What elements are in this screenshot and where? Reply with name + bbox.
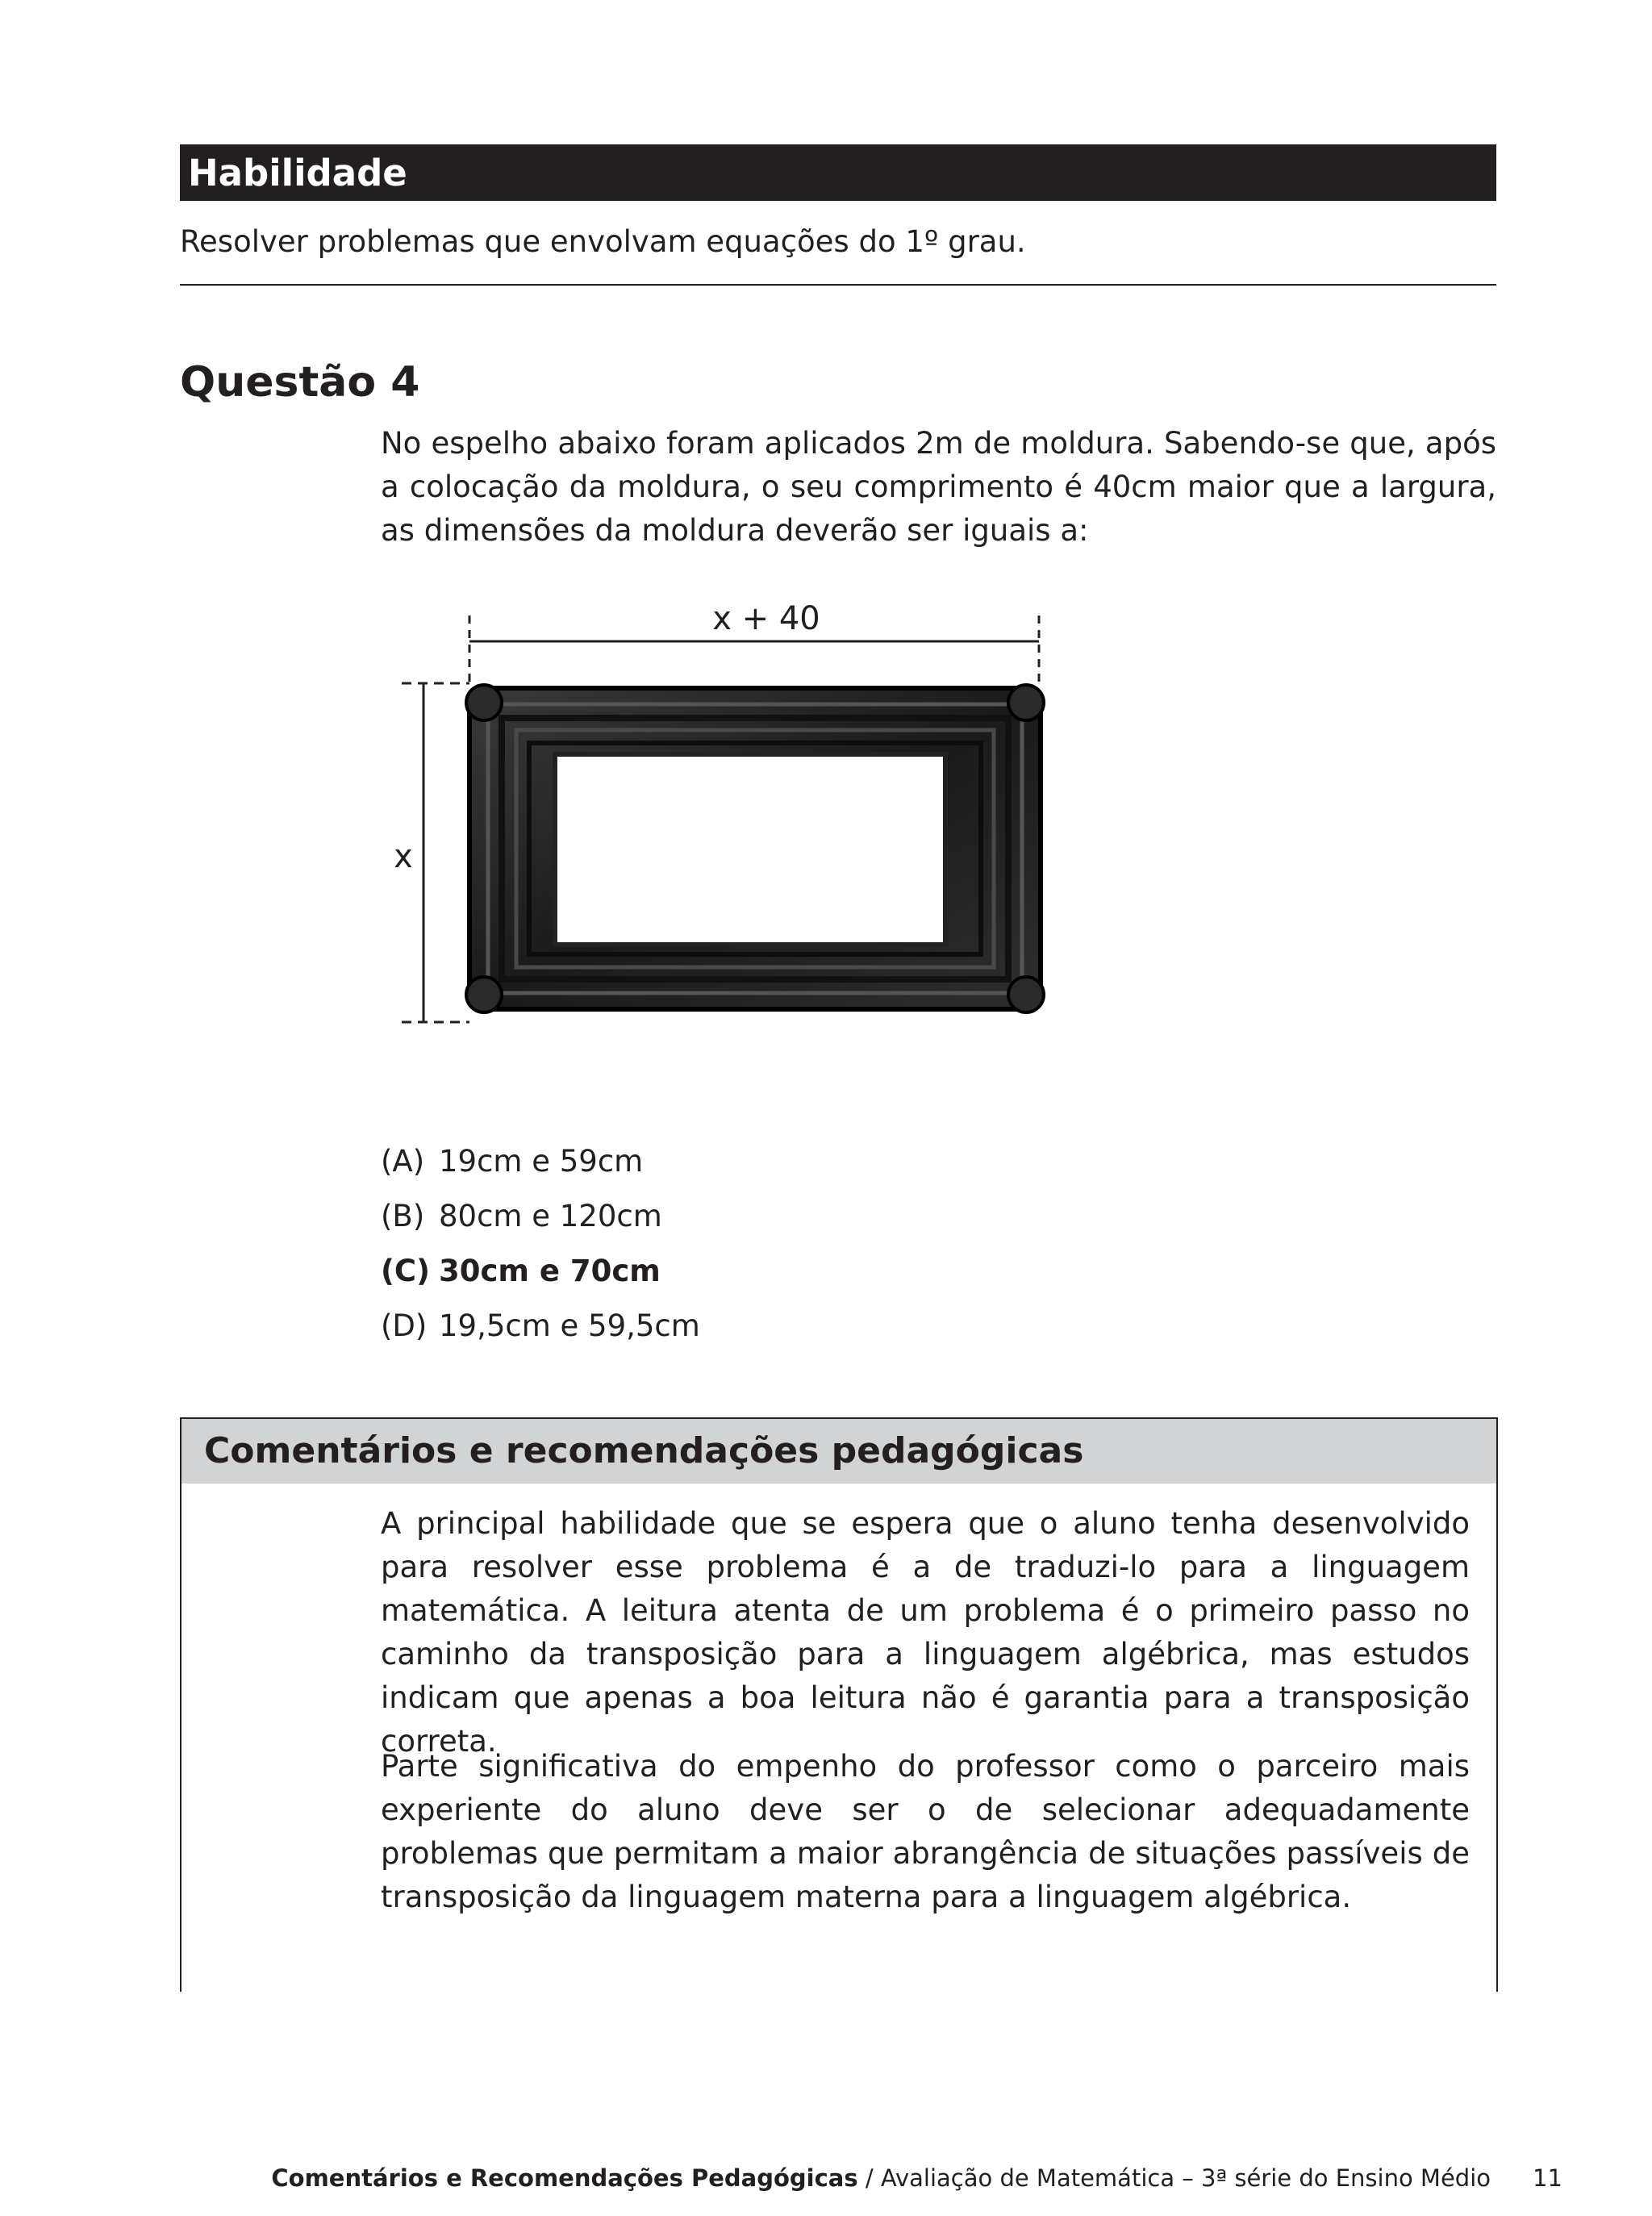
comments-title: Comentários e recomendações pedagógicas bbox=[204, 1430, 1084, 1471]
comments-paragraph-2: Parte significativa do empenho do professor como o parceiro mais experiente do aluno deve ser o de selecionar adequadamente problemas que permitam a maior abrangência de situações passíveis de transposição da linguagem materna para a linguagem algébrica. bbox=[381, 1749, 1470, 1914]
option-c-correct: (C) 30cm e 70cm bbox=[381, 1254, 661, 1288]
question-title: Questão 4 bbox=[180, 358, 420, 407]
footer-title: Comentários e Recomendações Pedagógicas bbox=[271, 2164, 858, 2192]
mirror-frame-figure bbox=[379, 593, 1065, 1033]
habilidade-text: Resolver problemas que envolvam equações do 1º grau. bbox=[180, 224, 1026, 259]
frame-shape bbox=[466, 685, 1044, 1012]
habilidade-title: Habilidade bbox=[188, 152, 407, 194]
height-label: x bbox=[394, 838, 413, 875]
page-footer bbox=[0, 2162, 1491, 2194]
question-text: No espelho abaixo foram aplicados 2m de moldura. Sabendo-se que, após a colocação da moldura, o seu comprimento é 40cm maior que a largura, as dimensões da moldura deverão ser iguais a: bbox=[381, 426, 1496, 548]
option-d: (D) 19,5cm e 59,5cm bbox=[381, 1308, 700, 1343]
comments-paragraph-1: A principal habilidade que se espera que o aluno tenha desenvolvido para resolver esse problema é a de traduzi-lo para a linguagem matemática. A leitura atenta de um problema é o primeiro passo no caminho da transposição para a linguagem algébrica, mas estudos indicam que apenas a boa leitura não é garantia para a transposição correta. bbox=[381, 1506, 1470, 1759]
section-divider bbox=[180, 284, 1496, 286]
option-b: (B) 80cm e 120cm bbox=[381, 1199, 662, 1233]
option-a: (A) 19cm e 59cm bbox=[381, 1144, 644, 1179]
page-number: 11 bbox=[1533, 2164, 1562, 2192]
footer-subtitle: / Avaliação de Matemática – 3ª série do Ensino Médio bbox=[857, 2164, 1491, 2192]
width-label: x + 40 bbox=[712, 600, 820, 637]
